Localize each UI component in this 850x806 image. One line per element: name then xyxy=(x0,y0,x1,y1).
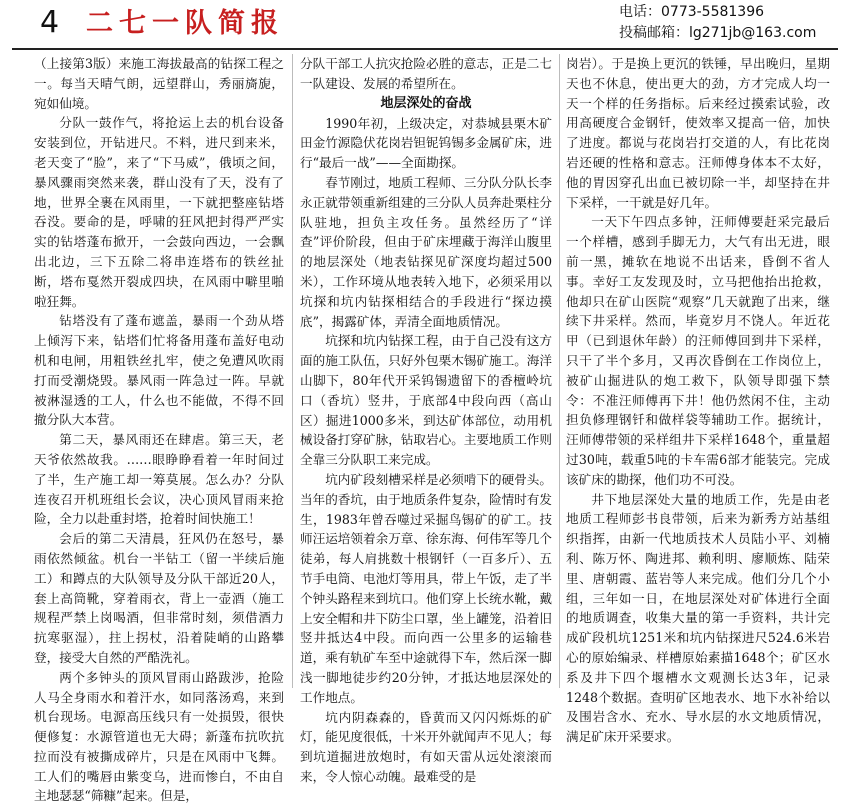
paragraph: 坑内矿段刻槽采样是必须啃下的硬骨头。当年的香坑，由于地质条件复杂，险情时有发生，1983年曾吞噬过采掘鸟锡矿的矿工。技师汪运培领着余万章、徐东海、何伟军等几个徒弟，每人肩挑数十根钢钎（一百多斤）、五节手电筒、电池灯等用具，带上午饭，走了半个钟头路程来到坑口。他们穿上长统水靴，戴上安全帽和井下防尘口罩，坐上罐笼，沿着旧竖井抵达4中段。而向西一公里多的运输巷道，乘有轨矿车至中途就得下车，然后深一脚浅一脚地徒步约20分钟，才抵达地层深处的工作地点。 xyxy=(300,471,552,705)
column-divider xyxy=(559,54,560,688)
paragraph: 第二天，暴风雨还在肆虐。第三天，老天爷依然故我。……眼睁睁看着一年时间过了半，生产施工却一筹莫展。怎么办？分队连夜召开机班组长会议，决心顶风冒雨来抢险，全力以赴重封塔，抢着时间快施工！ xyxy=(34,432,284,527)
paragraph: 坑探和坑内钻探工程，由于自己没有这方面的施工队伍，只好外包栗木锡矿施工。海洋山脚下，80年代开采钨锡遗留下的香檀岭坑口（香坑）竖井，于底部4中段向西（高山区）掘进1000多米，到达矿体部位，动用机械设备打穿矿脉，钻取岩心。主要地质工作则全靠三分队职工来完成。 xyxy=(300,333,552,468)
phone-text: 电话：0773-5581396 xyxy=(619,4,765,20)
header-rule xyxy=(12,48,838,50)
paragraph: 1990年初，上级决定，对恭城县栗木矿田金竹源隐伏花岗岩钽铌钨锡多金属矿床，进行“最后一战”——全面勘探。 xyxy=(300,115,552,171)
contact-info xyxy=(619,2,816,44)
paragraph: 坑内阴森森的，昏黄而又闪闪烁烁的矿灯，能见度很低，十米开外就闻声不见人；每到坑道掘进放炮时，有如天雷从远处滚滚而来，令人惊心动魄。最难受的是 xyxy=(300,709,552,784)
paragraph: 春节刚过，地质工程师、三分队分队长李永正就带领重新组建的三分队人员奔赴栗柱分队驻地，担负主攻任务。虽然经历了“详查”评价阶段，但由于矿床埋藏于海洋山腹里的地层深处（地表钻探见矿深度均超过500米），工作环境从地表转入地下，必须采用以坑探和坑内钻探相结合的手段进行“探边摸底”，揭露矿体，弄清全面地质情况。 xyxy=(300,174,552,329)
article-column-3 xyxy=(566,54,830,745)
paragraph: 岗岩）。于是换上更沉的铁锤，早出晚归，星期天也不休息，使出更大的劲，方才完成人均一天一个样的任务指标。后来经过摸索试验，改用高硬度合金钢钎，使效率又提高一倍，加快了进度。都说与花岗岩打交道的人，有比花岗岩还硬的性格和意志。汪师傅身体本不太好，他的胃因穿孔出血已被切除一半，却坚持在井下采样，一干就是好几年。 xyxy=(566,56,830,210)
paragraph: 两个多钟头的顶风冒雨山路跋涉，抢险人马全身雨水和着汗水，如同落汤鸡，来到机台现场。电源高压线只有一处损毁，很快便修复：水源管道也无大碍；新蓬布抗吹抗拉而没有被撕成碎片，只是在风雨中飞舞。工人们的嘴唇由紫变乌，进而惨白，不由自主地瑟瑟“筛糠”起来。但是， xyxy=(34,669,284,804)
paragraph: （上接第3版）来施工海拔最高的钻探工程之一。每当天晴气朗，远望群山，秀丽旖旎，宛如仙境。 xyxy=(34,56,284,111)
paragraph: 井下地层深处大量的地质工作，先是由老地质工程师彭书良带领，后来为新秀方站基组织指挥，由新一代地质技术人员陆小平、刘楠利、陈万怀、陶进邦、赖利明、廖顺炼、陆荣里、唐朝霞、蓝岩等人来完成。他们分几个小组，三年如一日，在地层深处对矿体进行全面的地质调查，收集大量的第一手资料，共计完成矿段机坑1251米和坑内钻探进尺524.6米岩心的原始编录、样槽原始素描1648个；矿区水系及井下四个堰槽水文观测长达3年，记录1248个数据。查明矿区地表水、地下水补给以及围岩含水、充水、导水层的水文地质情况，满足矿床开采要求。 xyxy=(566,491,830,745)
column-divider xyxy=(292,54,293,688)
paragraph: 会后的第二天清晨，狂风仍在怒号，暴雨依然倾盆。机台一半钻工（留一半续后施工）和蹲点的大队领导及分队干部近20人，套上高筒靴，穿着雨衣，背上一壶酒（施工规程严禁上岗喝酒，但非常时刻，须借酒力抗寒驱湿），拄上拐杖，沿着陡峭的山路攀登，接受大自然的严酷洗礼。 xyxy=(34,531,284,665)
paragraph: 分队一鼓作气，将抢运上去的机台设备安装到位，开钻进尺。不料，进尺到来米，老天变了“脸”，来了“下马威”，俄顷之间，暴风骤雨突然来袭，群山没有了天，没有了地，世界全裹在风雨里，一下就把整座钻塔吞没。要命的是，呼啸的狂风把封得严严实实的钻塔蓬布掀开，一会鼓向西边，一会飘出北边，三下五除二将串连塔布的铁丝扯断，塔布戛然开裂成四块，在风雨中噼里啪啦狂舞。 xyxy=(34,115,284,309)
newspaper-title: 二七一队简报 xyxy=(86,8,284,39)
paragraph: 钻塔没有了蓬布遮盖，暴雨一个劲从塔上倾泻下来，钻塔们忙将备用蓬布盖好电动机和电闸，用粗铁丝扎牢，使之免遭风吹雨打而受潮烧毁。暴风雨一阵急过一阵。早就被淋湿透的工人，什么也不能做，不得不回撤分队大本营。 xyxy=(34,313,284,428)
paragraph: 一天下午四点多钟，汪师傅要赶采完最后一个样槽，感到手脚无力，大气有出无进，眼前一黑，摊软在地说不出话来，昏倒不省人事。幸好工友发现及时，立马把他抬出抢救，他却只在矿山医院“观察”几天就跑了出来，继续下井采样。然而，毕竟岁月不饶人。年近花甲（已到退休年龄）的汪师傅回到井下采样，只干了半个多月，又再次昏倒在工作岗位上，被矿山掘进队的炮工救下，队领导即强下禁令：不准汪师傅再下井！他仍然闲不住，主动担负修理钢钎和做样袋等辅助工作。据统计，汪师傅带领的采样组井下采样1648个，重量超过30吨，载重5吨的卡车需6部才能装完。完成该矿床的勘探，他们功不可没。 xyxy=(566,214,830,487)
masthead xyxy=(0,0,850,50)
article-column-2 xyxy=(300,54,552,784)
paragraph: 分队干部工人抗灾抢险必胜的意志，正是二七一队建设、发展的希望所在。 xyxy=(300,56,552,91)
email-text: 投稿邮箱：lg271jb@163.com xyxy=(619,25,817,41)
page-number: 4 xyxy=(40,5,60,40)
article-column-1 xyxy=(34,54,284,804)
section-heading: 地层深处的奋战 xyxy=(380,95,472,111)
